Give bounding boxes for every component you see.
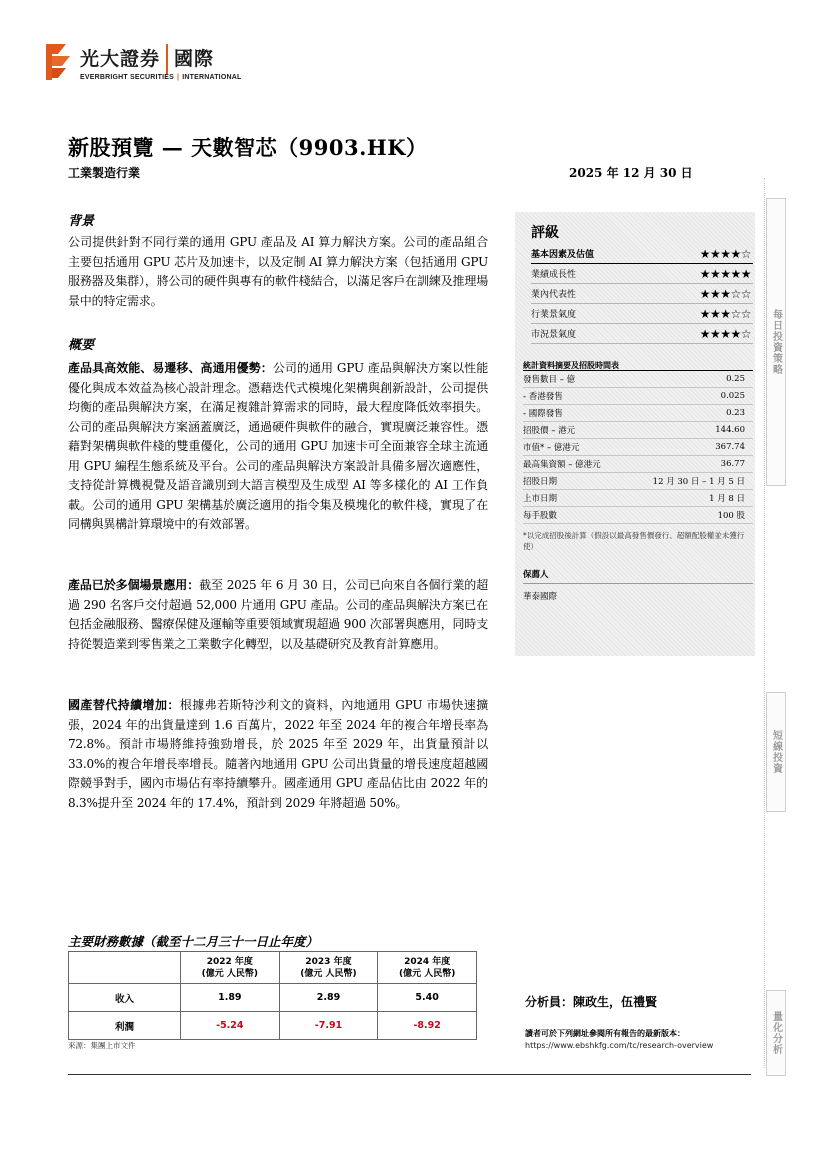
rating-table [531,244,753,344]
logo-mark-icon [44,42,74,82]
info-panel [515,212,755,656]
table-cell: 5.40 [378,984,477,1012]
stats-note: *以完成招股後計算（假設以最高發售價發行、超額配股權並未獲行使） [523,531,745,551]
side-tab-daily-strategy[interactable] [766,198,786,486]
table-row [69,1012,477,1040]
reader-note: 讀者可於下列網址參閱所有報告的最新版本： [525,1029,685,1038]
rating-row [531,304,753,324]
background-heading: 背景 [68,214,95,229]
rating-label: 業績成長性 [531,270,577,280]
stats-row [523,371,753,388]
stats-row [523,473,753,490]
overview-section [68,334,488,535]
stats-label: 最高集資額 – 億港元 [523,460,601,470]
star-rating-icon: ★★★★☆ [699,326,751,341]
logo-name-en: EVERBRIGHT SECURITIES [80,73,175,81]
stats-label: 招股日期 [523,477,558,487]
stats-title: 統計資料摘要及招股時間表 [523,361,619,370]
stats-value: 0.23 [726,408,745,418]
stats-table [523,370,753,524]
table-header-row [69,952,477,984]
table-cell: -8.92 [378,1012,477,1040]
stats-value: 1 月 8 日 [709,494,745,504]
stats-value: 144.60 [715,425,745,435]
rating-row [531,324,753,344]
side-tab-quant[interactable] [766,990,786,1076]
table-cell: 1.89 [181,984,280,1012]
overview-p1-text: 公司的通用 GPU 產品與解決方案以性能優化與成本效益為核心設計理念。憑藉迭代式模塊化架構與創新設計，公司提供均衡的產品與解決方案，在滿足複雜計算需求的同時，最大程度降低效率損失。公司的產品與解決方案涵蓋廣泛，通過硬件與軟件的融合，實現廣泛兼容性。憑藉對架構與軟件棧的雙重優化，公司的通用 GPU 加速卡可全面兼容全球主流通用 GPU 編程生態系統及平台。公司的產品與解決方案設計具備多層次適應性，支持從計算機視覺及語音識別到大語言模型及生成型 AI 等多樣化的 AI 工作負載。公司的通用 GPU 架構基於廣泛適用的指令集及模塊化的軟件棧，實現了在同構與異構計算環境中的有效部署。 [68,361,488,531]
overview-paragraph-1 [68,359,488,535]
table-header-cell: 2022 年度 (億元 人民幣) [181,952,280,984]
sponsor-name: 華泰國際 [523,592,558,602]
research-link[interactable]: https://www.ebshkfg.com/tc/research-overview [525,1041,714,1050]
stats-label: 發售數目 – 億 [523,375,576,385]
stats-row [523,456,753,473]
stats-value: 367.74 [715,442,745,452]
star-rating-icon: ★★★★★ [699,266,751,281]
side-tab-label: 短線投資 [770,730,782,774]
analyst-label: 分析員：陳政生，伍禮賢 [525,995,658,1009]
rating-label: 基本因素及估值 [531,250,595,260]
sponsor-heading: 保薦人 [523,570,549,580]
table-cell: 2.89 [279,984,378,1012]
stats-value: 100 股 [717,511,745,521]
stats-value: 12 月 30 日 – 1 月 5 日 [652,477,745,487]
financials-title: 主要財務數據（截至十二月三十一日止年度） [68,934,319,949]
table-cell: -7.91 [279,1012,378,1040]
overview-paragraph-2 [68,576,488,654]
report-date: 2025 年 12 月 30 日 [569,166,693,180]
side-tab-short-term[interactable] [766,692,786,812]
table-header-cell: 2023 年度 (億元 人民幣) [279,952,378,984]
financials-table [68,951,477,1040]
overview-p3-lead: 國產替代持續增加： [68,698,180,712]
footer-divider [68,1074,751,1075]
overview-p3-text: 根據弗若斯特沙利文的資料，內地通用 GPU 市場快速擴張，2024 年的出貨量達到 1.6 百萬片，2022 年至 2024 年的複合年增長率為 72.8%。預計市場將維持強勁增長，於 2025 年至 2029 年，出貨量預計以 33.0%的複合年增長率增長。隨著內地通用 GPU 公司出貨量的增長速度超越國際競爭對手，國內市場佔有率持續攀升。國產通用 GPU 產品佔比由 2022 年的 8.3%提升至 2024 年的 17.4%，預計到 2029 年將超過 50%。 [68,698,488,810]
stats-row [523,507,753,524]
star-rating-icon: ★★★★☆ [699,246,751,261]
rating-label: 業內代表性 [531,290,577,300]
table-row-label: 收入 [69,984,181,1012]
stats-value: 0.025 [720,391,745,401]
stats-value: 0.25 [726,374,745,384]
stats-label: 招股價 – 港元 [523,426,576,436]
rating-row [531,284,753,304]
financials-source: 來源：集團上市文件 [68,1041,136,1050]
rating-label: 行業景氣度 [531,310,577,320]
overview-p1-lead: 產品具高效能、易遷移、高通用優勢： [68,361,273,375]
rating-row [531,264,753,284]
side-tab-label: 每日投資策略 [770,309,782,375]
stats-label: - 國際發售 [523,409,563,419]
stats-row [523,405,753,422]
table-row-label: 利潤 [69,1012,181,1040]
logo-name-cn: 光大證券 [80,47,161,70]
star-rating-icon: ★★★☆☆ [699,286,751,301]
overview-paragraph-3 [68,696,488,813]
rating-row [531,244,753,264]
stats-label: 市值* – 億港元 [523,443,580,453]
table-header-cell [69,952,181,984]
table-cell: -5.24 [181,1012,280,1040]
table-header-cell: 2024 年度 (億元 人民幣) [378,952,477,984]
report-title: 新股預覽 — 天數智芯（9903.HK） [68,135,428,160]
stats-label: 每手股數 [523,511,558,521]
background-text: 公司提供針對不同行業的通用 GPU 產品及 AI 算力解決方案。公司的產品組合主要包括通用 GPU 芯片及加速卡，以及定制 AI 算力解決方案（包括通用 GPU 服務器及集群），將公司的硬件與專有的軟件棧結合，以滿足客戶在訓練及推理場景中的特定需求。 [68,235,488,308]
overview-heading: 概要 [68,338,95,353]
logo-separator [166,44,168,74]
industry-label: 工業製造行業 [68,166,141,180]
stats-label: - 香港發售 [523,392,563,402]
logo-name-intl-cn: 國際 [174,47,215,70]
background-section [68,210,488,311]
star-rating-icon: ★★★☆☆ [699,306,751,321]
stats-value: 36.77 [720,459,745,469]
rating-label: 市況景氣度 [531,330,577,340]
stats-row [523,388,753,405]
stats-row [523,490,753,507]
overview-p2-text: 截至 2025 年 6 月 30 日，公司已向來自各個行業的超過 290 名客戶交付超過 52,000 片通用 GPU 產品。公司的產品與解決方案已在包括金融服務、醫療保健及運輸等重要領域實現超過 900 次部署與應用，同時支持從製造業到零售業之工業數字化轉型，以及基礎研究及教育計算應用。 [68,578,488,651]
logo-name-intl-en: INTERNATIONAL [182,73,242,81]
sponsor-divider [523,583,753,584]
rating-title: 評級 [531,225,559,241]
table-row [69,984,477,1012]
stats-row [523,422,753,439]
side-tab-label: 量化分析 [770,1011,782,1055]
stats-label: 上市日期 [523,494,558,504]
overview-p2-lead: 產品已於多個場景應用： [68,578,200,592]
stats-row [523,439,753,456]
side-divider [764,178,765,1068]
company-logo: 光大證券 國際 EVERBRIGHT SECURITIES | INTERNATIONAL [44,40,241,84]
